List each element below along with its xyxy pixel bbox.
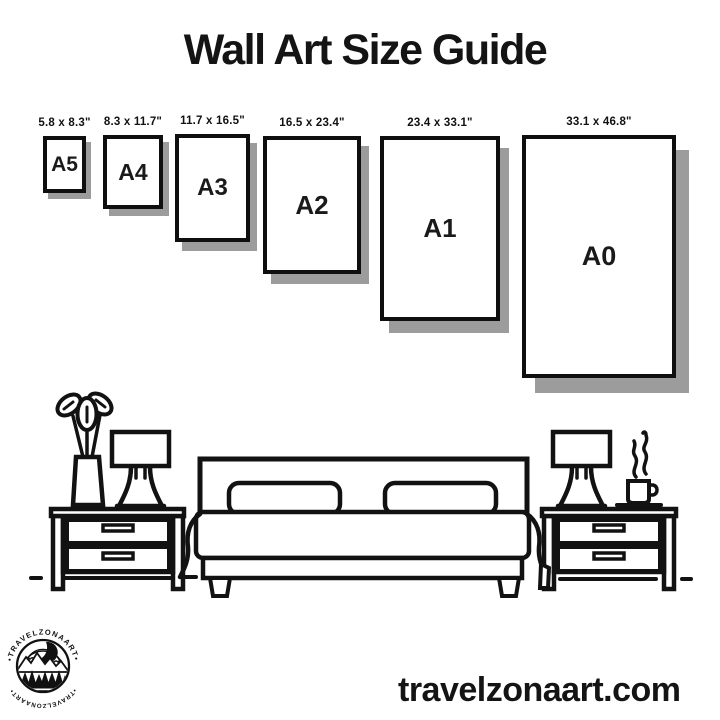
size-letter: A5 [51, 152, 78, 176]
size-label: 23.4 x 33.1" [407, 117, 473, 129]
page-title: Wall Art Size Guide [183, 26, 547, 74]
coffee-cup-icon [617, 432, 661, 505]
size-frame-a5 [38, 117, 91, 193]
table-lamp-left-icon [112, 432, 169, 506]
size-frame-a0 [522, 116, 676, 378]
size-frame-a3 [175, 115, 250, 242]
bedroom-illustration [0, 383, 720, 618]
size-label: 16.5 x 23.4" [279, 117, 345, 129]
size-label: 11.7 x 16.5" [180, 115, 245, 127]
size-frame-a4 [103, 116, 163, 209]
size-frame-a1 [380, 117, 500, 321]
size-letter: A4 [118, 158, 148, 185]
website-url: travelzonaart.com [398, 671, 681, 709]
size-letter: A0 [581, 241, 617, 271]
pillow-right-icon [385, 483, 496, 514]
brand-logo-badge [5, 628, 81, 708]
poster-frame [522, 135, 676, 378]
size-label: 8.3 x 11.7" [103, 116, 163, 128]
size-letter: A2 [295, 189, 329, 220]
potted-plant-icon [54, 389, 116, 505]
poster-frame [380, 136, 500, 321]
poster-frame [175, 134, 250, 242]
poster-frame [263, 136, 361, 274]
poster-frame [43, 136, 86, 193]
double-bed-icon [180, 459, 549, 596]
size-letter: A1 [423, 213, 457, 243]
size-label: 5.8 x 8.3" [38, 117, 91, 129]
size-frame-a2 [263, 117, 361, 274]
size-label: 33.1 x 46.8" [566, 116, 632, 128]
logo-arc-text-bottom: •TRAVELZONAART• [8, 687, 78, 708]
table-lamp-right-icon [553, 432, 610, 506]
pillow-left-icon [229, 483, 340, 514]
poster-frame [103, 135, 163, 209]
logo-arc-text-top: •TRAVELZONAART• [5, 628, 81, 662]
size-letter: A3 [197, 174, 228, 201]
